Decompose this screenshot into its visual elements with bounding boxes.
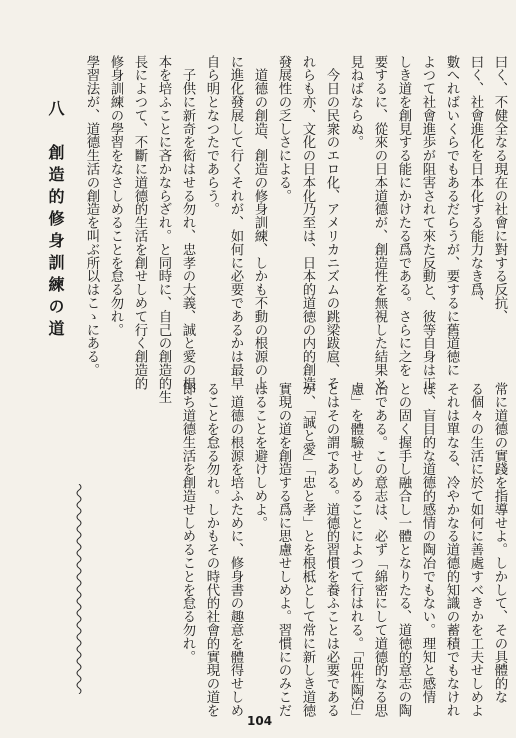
text-column: 學習法が、道德生活の創造を叫ぶ所以はこゝにある。 <box>84 55 99 377</box>
text-column: 本を培ふことに吝かならざれ。と同時に、自己の創造的生 <box>156 55 171 404</box>
section-title: 八 創造的修身訓練の道 <box>46 100 65 342</box>
text-column: 發展性の乏しさによる。 <box>276 55 291 203</box>
text-column: 長によつて、不斷に道德的生活を創せしめて行く創造的 <box>132 55 147 390</box>
text-column: が、「誠と愛」「忠と孝」とを根柢として常に新しき道徳 <box>300 382 315 717</box>
text-column: よつて社會進歩が阻害されて來た反動と、彼等自身は正 <box>420 55 435 390</box>
text-column: 今日の民衆のエロ化、アメリカニズムの跳梁跋扈、そ <box>324 55 339 390</box>
text-column: しき道を創見する能にかけたる爲である。さらに之を <box>396 55 411 377</box>
text-column: 數へればいくらでもあるだらうが、要するに舊道徳に <box>444 55 459 377</box>
text-column: 實現の道を創造する爲に思慮せしめよ。習慣にのみこだ <box>276 382 291 717</box>
text-column: 道德の創造、創造の修身訓練、しかも不動の根源の上 <box>252 55 267 390</box>
text-column: れらも亦、文化の日本化乃至は、日本的道徳の内的創造 <box>300 55 315 390</box>
wavy-divider <box>70 484 88 694</box>
text-column: との固く握手し融合し一體となりたる、道徳的意志の陶 <box>396 382 411 717</box>
text-column: とはその謂である。道德的習慣を養ふことは必要である <box>324 382 339 717</box>
text-column: 冶である。この意志は、必ず「綿密にして道德的なる思 <box>372 382 387 717</box>
text-column: 子供に新奇を衒はせる勿れ、忠孝の大義、誠と愛の根 <box>180 55 195 390</box>
text-column: 即ち道德生活を創造せしめることを怠る勿れ。 <box>180 382 195 664</box>
text-column: 曰く、不健全なる現在の社會に對する反抗、 <box>492 55 507 323</box>
text-column: 自ら明となつたであらう。 <box>204 55 219 216</box>
text-column: 要するに、從來の日本道德が、創造性を無視した結果と <box>372 55 387 390</box>
text-column: 常に道德の實踐を指導せよ。しかして、その具體的な <box>492 382 507 704</box>
text-column: る個々の生活に於て如何に善處すべきかを工夫せしめよ <box>468 382 483 717</box>
text-column: はることを避けしめよ。 <box>252 382 267 530</box>
text-column: 道德の根源を培ふために、修身書の趣意を體得せしめ <box>228 382 243 717</box>
text-column: に進化發展して行くそれが、如何に必要であるかは最早 <box>228 55 243 390</box>
text-column: それは單なる、冷やかなる道德的知識の蓄積でもなけれ <box>444 382 459 717</box>
text-column: ることを怠る勿れ。しかもその時代的社會的實現の道を <box>204 382 219 717</box>
text-column: 見ねばならぬ。 <box>348 55 363 149</box>
text-column: 曰く、社會進化を日本化する能力なき爲、 <box>468 55 483 310</box>
text-column: 慮」を體驗せしめることによつて行はれる。「品性陶冶」 <box>348 382 363 724</box>
text-column: 修身訓練の學習をなさしめることを怠る勿れ。 <box>108 55 123 337</box>
page-number: 104 <box>247 714 273 728</box>
text-column: ば、盲目的な道德的感情の陶冶でもない。理知と感情 <box>420 382 435 704</box>
